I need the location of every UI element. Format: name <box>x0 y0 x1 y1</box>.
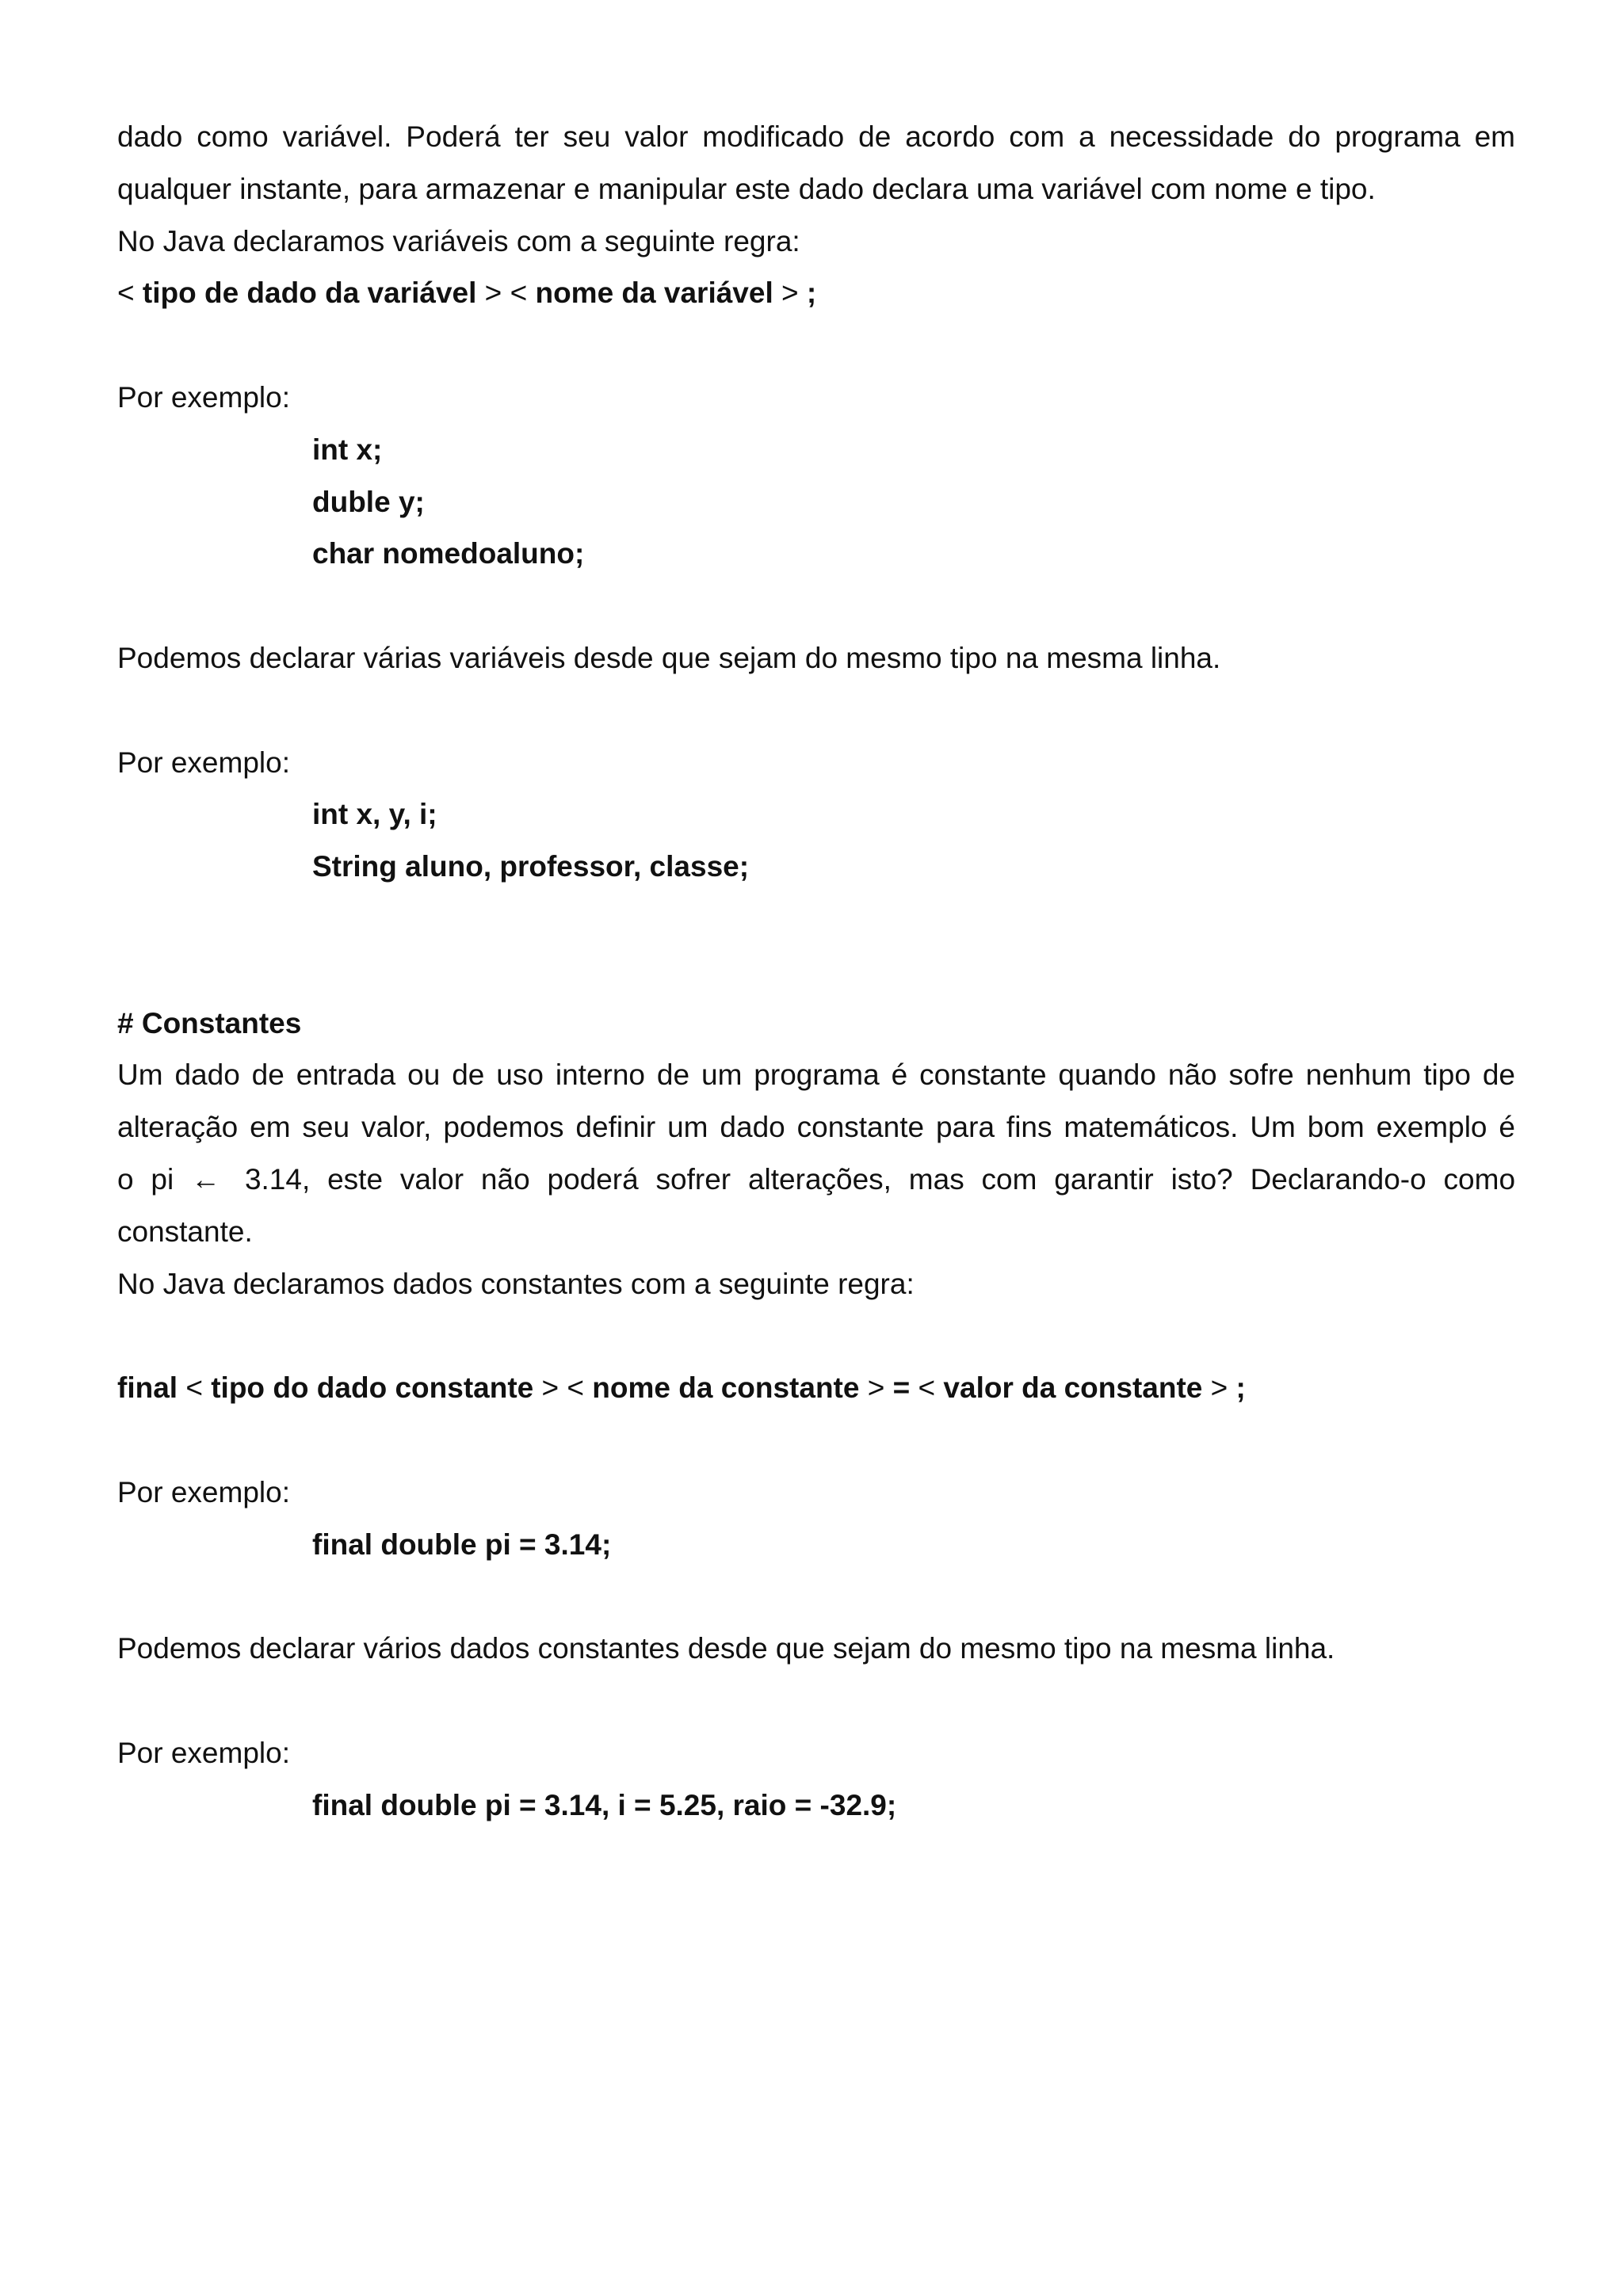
left-arrow-icon: ← <box>191 1162 221 1196</box>
document-page <box>117 111 1515 1831</box>
constants-text-line-4: constante. <box>117 1215 253 1248</box>
rule-lt: < <box>510 277 536 310</box>
rule-gt: > <box>859 1371 893 1405</box>
rule-type: tipo do dado constante <box>211 1371 534 1405</box>
constants-rule-intro: No Java declaramos dados constantes com a seguinte regra: <box>117 1267 915 1300</box>
constants-text-pi: o pi <box>117 1162 174 1196</box>
rule-gt: > <box>533 1371 567 1405</box>
rule-semicolon: ; <box>806 277 817 310</box>
rule-semicolon: ; <box>1235 1371 1246 1405</box>
variables-intro-line-1: dado como variável. Poderá ter seu valor modificado de acordo com a necessidade do programa em <box>117 120 1515 153</box>
rule-name: nome da variável <box>535 277 773 310</box>
example-label: Por exemplo: <box>117 380 290 414</box>
rule-lt: < <box>178 1371 212 1405</box>
code-line: char nomedoaluno; <box>312 537 585 570</box>
rule-gt: > <box>773 277 807 310</box>
code-line: final double pi = 3.14; <box>312 1527 612 1561</box>
code-line: int x; <box>312 433 383 466</box>
variables-rule-intro: No Java declaramos variáveis com a seguinte regra: <box>117 224 800 257</box>
code-line: duble y; <box>312 485 425 518</box>
rule-final: final <box>117 1371 178 1405</box>
rule-lt: < <box>567 1371 593 1405</box>
rule-equals: = <box>892 1371 911 1405</box>
multi-var-text: Podemos declarar várias variáveis desde que sejam do mesmo tipo na mesma linha. <box>117 641 1221 674</box>
variables-rule <box>117 267 1515 319</box>
constants-text-rest: 3.14, este valor não poderá sofrer alterações, mas com garantir isto? Declarando-o como <box>244 1162 1516 1196</box>
code-line: final double pi = 3.14, i = 5.25, raio = -32.9; <box>312 1788 897 1821</box>
rule-lt: < <box>910 1371 944 1405</box>
code-line: String aluno, professor, classe; <box>312 850 750 883</box>
variables-intro-line-2: qualquer instante, para armazenar e manipular este dado declara uma variável com nome e tipo. <box>117 172 1376 205</box>
rule-lt: < <box>117 277 143 310</box>
example-label: Por exemplo: <box>117 1736 290 1769</box>
constants-text-line-3 <box>117 1154 1515 1206</box>
constants-text-line-1: Um dado de entrada ou de uso interno de um programa é constante quando não sofre nenhum tipo de <box>117 1058 1515 1092</box>
example-label: Por exemplo: <box>117 746 290 779</box>
constants-text-line-2: alteração em seu valor, podemos definir um dado constante para fins matemáticos. Um bom exemplo é <box>117 1111 1515 1144</box>
example-label: Por exemplo: <box>117 1475 290 1508</box>
multi-const-text: Podemos declarar vários dados constantes desde que sejam do mesmo tipo na mesma linha. <box>117 1632 1335 1665</box>
code-line: int x, y, i; <box>312 798 437 831</box>
constants-rule <box>117 1362 1515 1414</box>
constants-heading: # Constantes <box>117 1006 302 1039</box>
rule-gt: > <box>1202 1371 1236 1405</box>
rule-type: tipo de dado da variável <box>142 277 477 310</box>
rule-name: nome da constante <box>592 1371 860 1405</box>
rule-value: valor da constante <box>943 1371 1203 1405</box>
rule-gt: > <box>476 277 510 310</box>
